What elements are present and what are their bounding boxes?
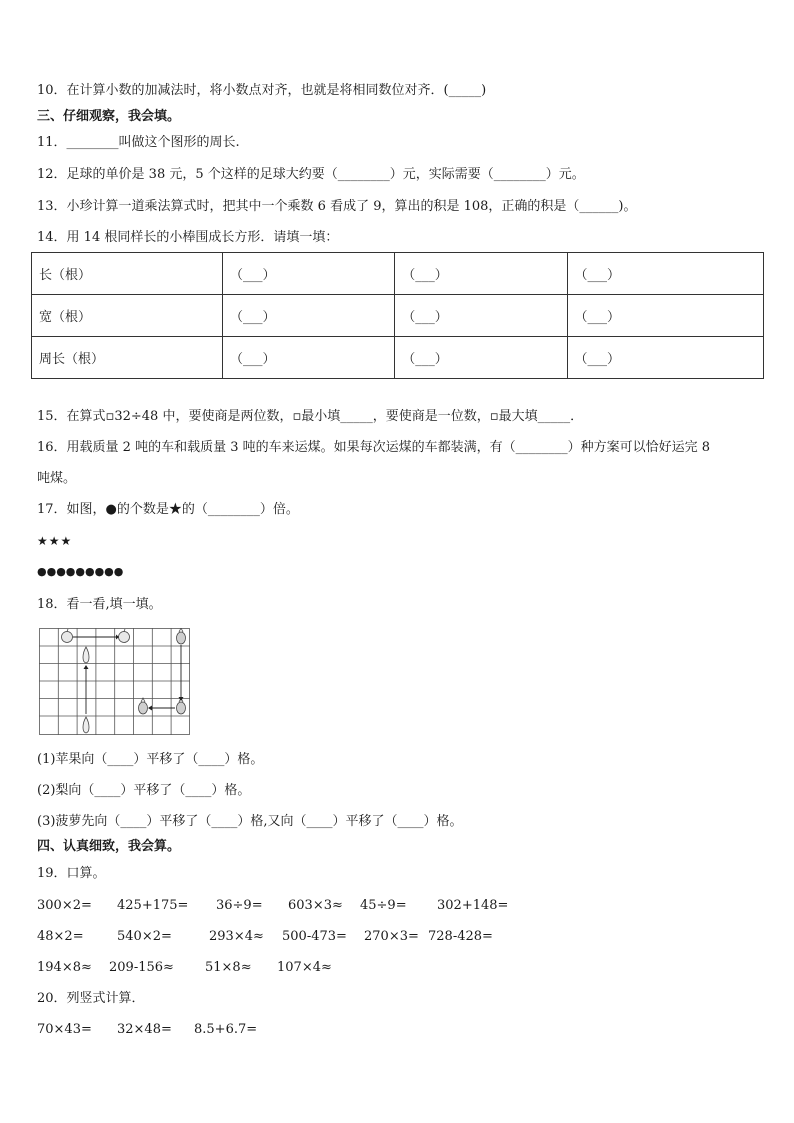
- oral-calc-item: 425+175=: [117, 898, 189, 913]
- oral-calc-item: 107×4≈: [277, 960, 332, 975]
- oral-calc-item: 209-156≈: [109, 960, 174, 975]
- answer-cell: （___）: [222, 337, 394, 379]
- question-20: 20．列竖式计算．: [37, 991, 145, 1006]
- row-label: 长（根）: [32, 253, 223, 295]
- oral-calc-item: 293×4≈: [209, 929, 264, 944]
- question-17: 17．如图，●的个数是★的（________）倍。: [37, 502, 299, 517]
- answer-cell: （___）: [567, 253, 763, 295]
- pear-arrow-icon: [84, 665, 89, 714]
- question-18-part-1: (1)苹果向（____）平移了（____）格。: [37, 752, 264, 767]
- answer-cell: （___）: [567, 337, 763, 379]
- question-14: 14．用 14 根同样长的小棒围成长方形．请填一填：: [37, 230, 339, 245]
- pear-start-icon: [83, 717, 89, 733]
- question-12: 12．足球的单价是 38 元，5 个这样的足球大约要（________）元，实际需要（________）元。: [37, 167, 585, 182]
- oral-calc-item: 45÷9=: [360, 898, 407, 913]
- vertical-calc-item: 8.5+6.7=: [194, 1022, 258, 1037]
- translation-grid: [39, 628, 191, 736]
- vertical-calc-item: 70×43=: [37, 1022, 92, 1037]
- table-row: [32, 295, 764, 337]
- dots-row: ●●●●●●●●●: [37, 565, 124, 578]
- vertical-calc-item: 32×48=: [117, 1022, 172, 1037]
- question-16-line-1: 16．用载质量 2 吨的车和载质量 3 吨的车来运煤。如果每次运煤的车都装满，有（________）种方案可以恰好运完 8: [37, 440, 711, 455]
- oral-calc-item: 540×2=: [117, 929, 172, 944]
- question-16-line-2: 吨煤。: [37, 471, 77, 486]
- answer-cell: （___）: [395, 295, 567, 337]
- question-15: 15．在算式▫32÷48 中，要使商是两位数，▫最小填_____，要使商是一位数，▫最大填_____．: [37, 409, 584, 424]
- answer-cell: （___）: [395, 337, 567, 379]
- pineapple-end-icon: [139, 698, 148, 714]
- question-13: 13．小珍计算一道乘法算式时，把其中一个乘数 6 看成了 9，算出的积是 108，正确的积是（______)。: [37, 199, 637, 214]
- section-heading-3: 三、仔细观察，我会填。: [37, 109, 181, 124]
- table-row: [32, 253, 764, 295]
- oral-calc-item: 500-473=: [282, 929, 347, 944]
- grid-lines: [39, 628, 190, 735]
- stars-row: ★★★: [37, 534, 73, 548]
- section-heading-4: 四、认真细致，我会算。: [37, 839, 181, 854]
- oral-calc-item: 48×2=: [37, 929, 84, 944]
- pear-end-icon: [83, 647, 89, 663]
- question-18: 18．看一看,填一填。: [37, 597, 162, 612]
- pineapple-down-arrow-icon: [179, 645, 184, 701]
- oral-calc-item: 728-428=: [428, 929, 493, 944]
- rectangle-table: [31, 252, 764, 379]
- oral-calc-item: 51×8≈: [205, 960, 252, 975]
- row-label: 宽（根）: [32, 295, 223, 337]
- oral-calc-item: 36÷9=: [216, 898, 263, 913]
- apple-start-icon: [62, 629, 73, 643]
- oral-calc-item: 270×3=: [364, 929, 419, 944]
- question-11: 11．________叫做这个图形的周长.: [37, 135, 240, 150]
- oral-calc-item: 194×8≈: [37, 960, 92, 975]
- table-row: [32, 337, 764, 379]
- answer-cell: （___）: [222, 253, 394, 295]
- question-18-part-3: (3)菠萝先向（____）平移了（____）格,又向（____）平移了（____）格。: [37, 814, 463, 829]
- answer-cell: （___）: [222, 295, 394, 337]
- oral-calc-item: 302+148=: [437, 898, 509, 913]
- pineapple-start-icon: [177, 628, 186, 644]
- question-18-part-2: (2)梨向（____）平移了（____）格。: [37, 783, 251, 798]
- row-label: 周长（根）: [32, 337, 223, 379]
- answer-cell: （___）: [395, 253, 567, 295]
- question-10: 10．在计算小数的加减法时，将小数点对齐，也就是将相同数位对齐．(_____): [37, 83, 487, 98]
- apple-end-icon: [119, 629, 130, 643]
- answer-cell: （___）: [567, 295, 763, 337]
- question-19: 19．口算。: [37, 866, 106, 881]
- oral-calc-item: 603×3≈: [288, 898, 343, 913]
- oral-calc-item: 300×2=: [37, 898, 92, 913]
